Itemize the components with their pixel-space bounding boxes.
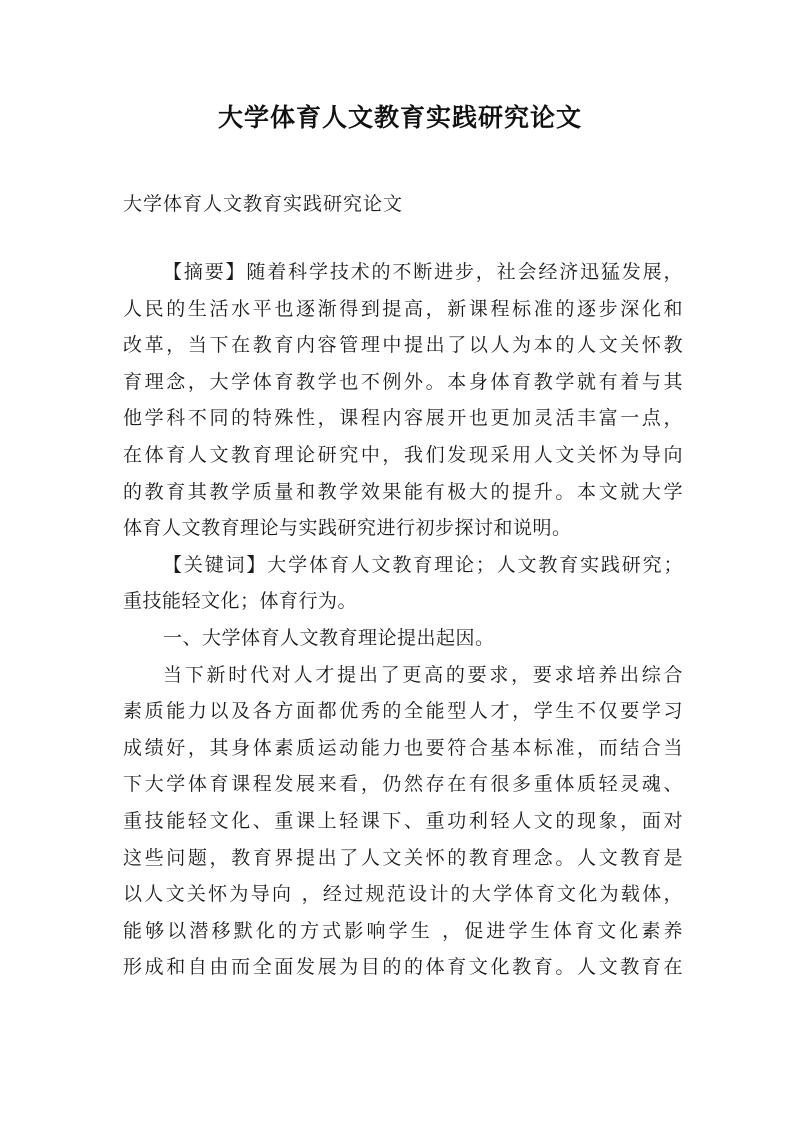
text-line: 重技能轻文化、重课上轻课下、重功利轻人文的现象，面对	[123, 809, 683, 832]
text-line: 素质能力以及各方面都优秀的全能型人才，学生不仅要学习	[123, 700, 683, 723]
text-line: 一、大学体育人文教育理论提出起因。	[163, 626, 495, 649]
text-line: 形成和自由而全面发展为目的的体育文化教育。人文教育在	[123, 956, 683, 979]
text-line: 的教育其教学质量和教学效果能有极大的提升。本文就大学	[123, 480, 683, 503]
text-line: 当下新时代对人才提出了更高的要求，要求培养出综合	[163, 663, 683, 686]
document-subtitle: 大学体育人文教育实践研究论文	[123, 193, 404, 215]
text-line: 这些问题，教育界提出了人文关怀的教育理念。人文教育是	[123, 846, 683, 869]
text-line: 【关键词】大学体育人文教育理论；人文教育实践研究；	[163, 553, 683, 576]
text-line: 育理念，大学体育教学也不例外。本身体育教学就有着与其	[123, 370, 683, 393]
text-line: 改革，当下在教育内容管理中提出了以人为本的人文关怀教	[123, 334, 683, 357]
document-title: 大学体育人文教育实践研究论文	[217, 103, 582, 132]
text-line: 他学科不同的特殊性，课程内容展开也更加灵活丰富一点，	[123, 407, 683, 430]
text-line: 下大学体育课程发展来看，仍然存在有很多重体质轻灵魂、	[123, 773, 683, 796]
text-line: 成绩好，其身体素质运动能力也要符合基本标准，而结合当	[123, 736, 683, 759]
text-line: 【摘要】随着科学技术的不断进步，社会经济迅猛发展，	[163, 261, 683, 283]
text-line: 人民的生活水平也逐渐得到提高，新课程标准的逐步深化和	[123, 297, 683, 320]
text-line: 在体育人文教育理论研究中，我们发现采用人文关怀为导向	[123, 443, 683, 466]
text-line: 以人文关怀为导向 ，经过规范设计的大学体育文化为载体，	[123, 883, 683, 906]
document-body	[123, 254, 683, 986]
text-line: 重技能轻文化；体育行为。	[123, 590, 358, 613]
text-line: 体育人文教育理论与实践研究进行初步探讨和说明。	[123, 517, 572, 540]
text-line: 能够以潜移默化的方式影响学生 ，促进学生体育文化素养	[123, 919, 683, 942]
